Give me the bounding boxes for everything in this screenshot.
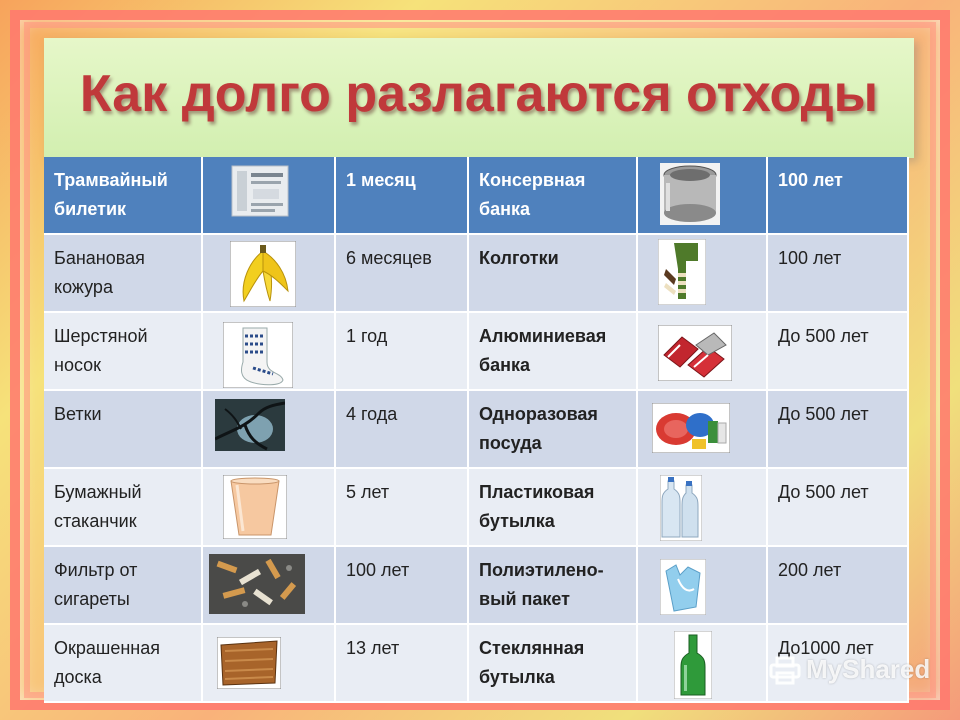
decay-time: 13 лет <box>335 624 468 702</box>
decay-time: 5 лет <box>335 468 468 546</box>
decay-time: 1 год <box>335 312 468 390</box>
decay-time: До1000 лет <box>767 624 908 702</box>
item-name: Пластиковая бутылка <box>468 468 637 546</box>
table-row <box>44 468 908 546</box>
watermark-text: MyShared <box>806 654 931 684</box>
table-row <box>44 234 908 312</box>
item-name: Шерстяной носок <box>44 312 202 390</box>
table-row <box>44 157 908 234</box>
glass-bottle-image <box>637 624 767 702</box>
decay-time: 200 лет <box>767 546 908 624</box>
decomposition-table <box>44 157 909 703</box>
decay-time: 100 лет <box>335 546 468 624</box>
decay-time: До 500 лет <box>767 312 908 390</box>
decay-time: До 500 лет <box>767 468 908 546</box>
title-bar <box>44 38 914 158</box>
decay-time: 1 месяц <box>335 157 468 234</box>
item-name: Банановая кожура <box>44 234 202 312</box>
item-name: Колготки <box>468 234 637 312</box>
item-name: Бумажный стаканчик <box>44 468 202 546</box>
decay-time: 4 года <box>335 390 468 468</box>
item-name: Консервная банка <box>468 157 637 234</box>
item-name: Стеклянная бутылка <box>468 624 637 702</box>
tights-image <box>637 234 767 312</box>
table-row <box>44 312 908 390</box>
printer-icon <box>768 655 802 685</box>
disposable-dishes-image <box>637 390 767 468</box>
item-name: Окрашенная доска <box>44 624 202 702</box>
banana-peel-image <box>202 234 335 312</box>
decay-time: До 500 лет <box>767 390 908 468</box>
item-name: Полиэтилено-вый пакет <box>468 546 637 624</box>
branches-image <box>202 390 335 468</box>
item-name: Трамвайный билетик <box>44 157 202 234</box>
plastic-bag-image <box>637 546 767 624</box>
table-row <box>44 546 908 624</box>
item-name: Одноразовая посуда <box>468 390 637 468</box>
item-name: Фильтр от сигареты <box>44 546 202 624</box>
painted-board-image <box>202 624 335 702</box>
decay-time: 100 лет <box>767 157 908 234</box>
tin-can-image <box>637 157 767 234</box>
tram-ticket-image <box>202 157 335 234</box>
wool-sock-image <box>202 312 335 390</box>
cigarette-butts-image <box>202 546 335 624</box>
plastic-bottles-image <box>637 468 767 546</box>
table-row <box>44 390 908 468</box>
paper-cup-image <box>202 468 335 546</box>
decay-time: 6 месяцев <box>335 234 468 312</box>
item-name: Алюминиевая банка <box>468 312 637 390</box>
page-title: Как долго разлагаются отходы <box>79 65 879 123</box>
item-name: Ветки <box>44 390 202 468</box>
decay-time: 100 лет <box>767 234 908 312</box>
aluminium-cans-image <box>637 312 767 390</box>
watermark <box>768 654 930 685</box>
